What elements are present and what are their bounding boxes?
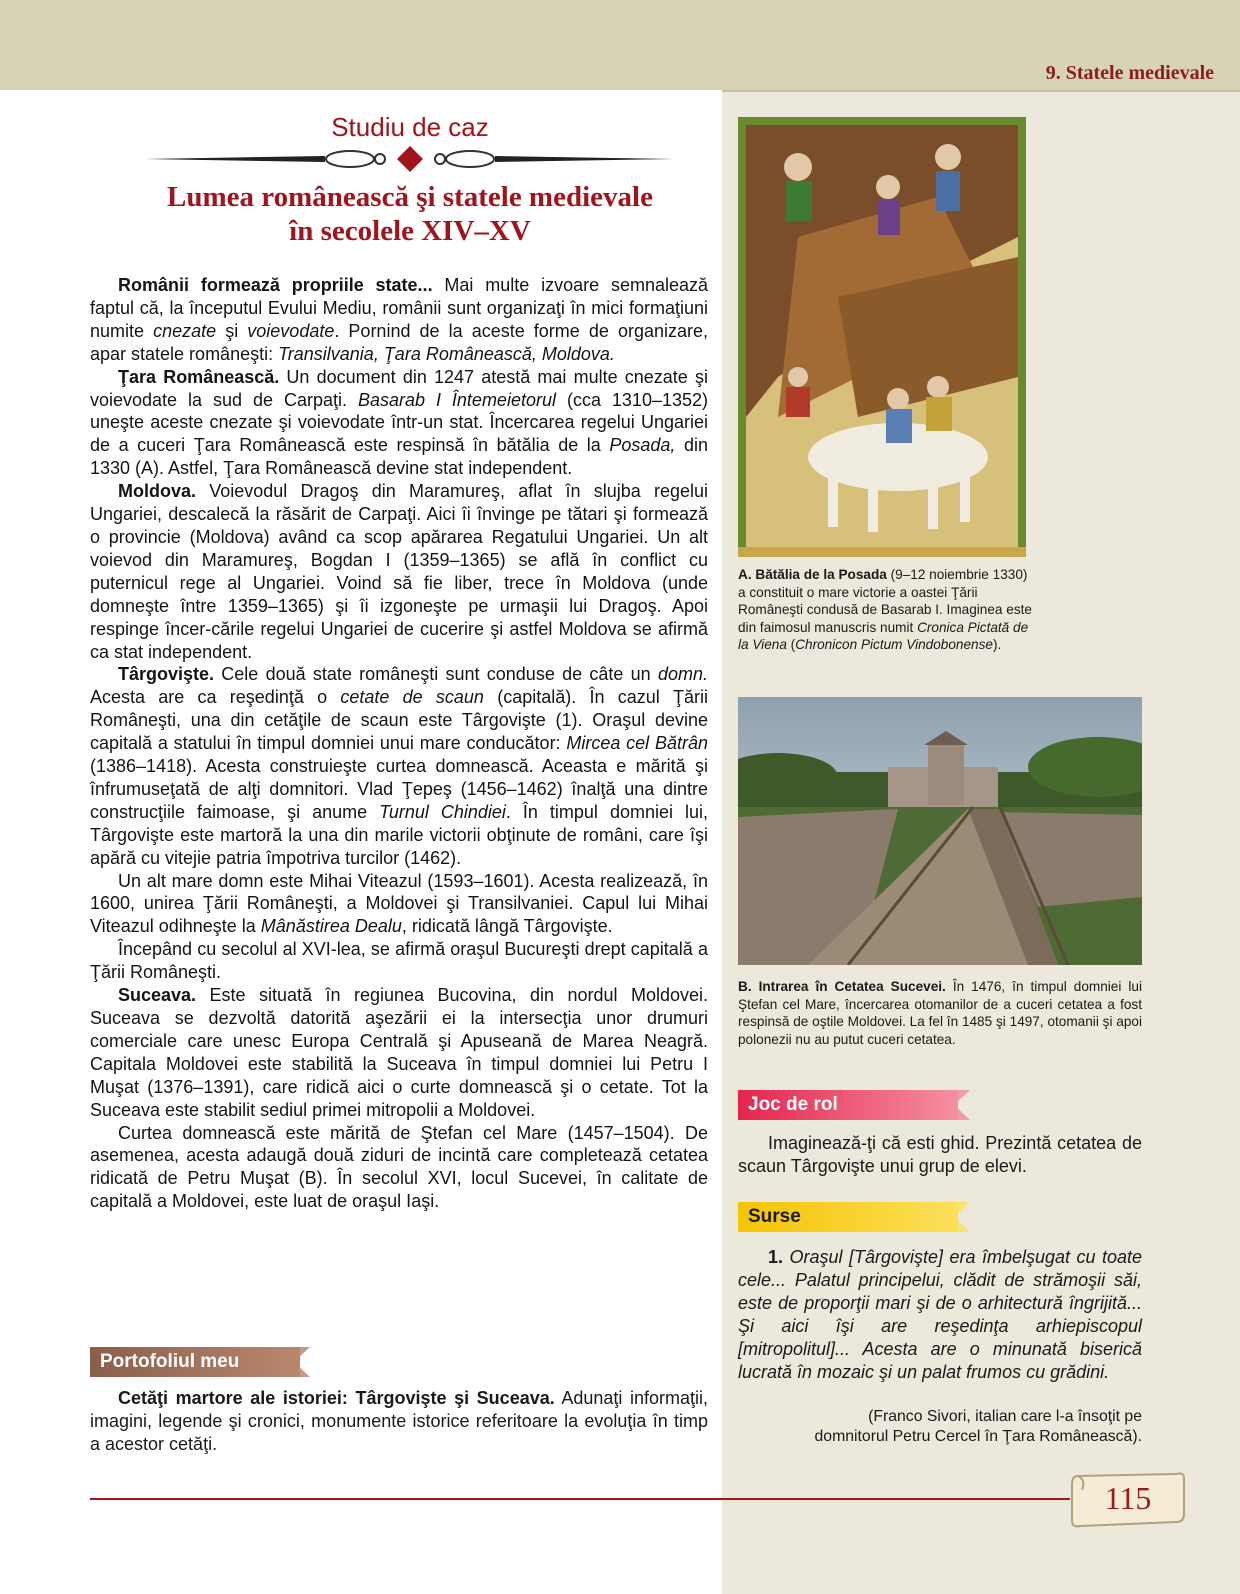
emphasis: Mânăstirea Dealu [260,916,402,937]
paragraph: Începând cu secolul al XVI-lea, se afirmă oraşul Bucureşti drept capitală a Ţării Româneşti. [90,939,708,983]
paragraph-heading: Suceava. [118,985,197,1006]
text: Oraşul [Târgovişte] era îmbelşugat cu toate cele... Palatul principelui, clădit de strămoşii săi, este de proporţii mari şi de o arhitectură îngrijită... Şi aici îşi are reşedinţa arhiepiscopul [mitropolitul]... Acesta are o minunată biserică lucrată în mozaic şi un palat frumos cu grădini. [738,1247,1142,1382]
paragraph [90,366,708,481]
author-line: domnitorul Petru Cercel în Ţara Românească). [814,1428,1142,1445]
text: . Pornind de la aceste forme de organizare, apar statele româneşti: [90,320,708,364]
text: Adunaţi informaţii, imagini, legende şi cronici, monumente istorice referitoare la evoluţia în timp a acestor cetăţi. [90,1388,708,1454]
title-line-1: Lumea românească şi statele medievale [167,181,653,213]
text: Cele două state româneşti sunt conduse de câte un [214,664,658,685]
paragraph-heading: Ţara Românească. [118,366,280,387]
text: Este situată în regiunea Bucovina, din nordul Moldovei. Suceava se dezvoltă datorită aşezării ei la intersecţia unor drumuri comerciale care unesc Europa Centrală şi Apuseană de Marea Neagră. Capitala Moldovei este stabilită la Suceava în timpul domniei lui Petru I Muşat (1376–1391), care ridică aici o curte domnească şi o cetate. Tot la Suceava este stabilit sediul primei mitropolii a Moldovei. [90,985,708,1120]
ornament-divider-icon [145,144,675,174]
text: ( [786,637,796,653]
role-play-label: Joc de rol [738,1090,958,1120]
title-line-2: în secolele XIV–XV [289,215,531,247]
author-line: (Franco Sivori, italian care l-a însoţit pe [868,1408,1142,1425]
paragraph [90,1387,708,1456]
emphasis: Chronicon Pictum Vindobonense [795,637,993,653]
text: Un document din 1247 atestă mai multe cnezate şi voievodate la sud de Carpaţi. [90,366,708,410]
sources-label: Surse [738,1202,958,1232]
role-play-banner [738,1090,958,1120]
portfolio-label: Portofoliul meu [90,1347,300,1377]
page-title [120,180,700,248]
battle-of-posada-image [738,117,1026,557]
paragraph [90,274,708,366]
text: , ridicată lângă Târgovişte. [401,916,613,937]
paragraph: Imaginează-ţi că esti ghid. Prezintă cetatea de scaun Târgovişte unui grup de elevi. [738,1133,1142,1176]
paragraph-heading: Cetăţi martore ale istoriei: Târgovişte şi Suceava. [118,1388,555,1408]
paragraph: Curtea domnească este mărită de Ştefan cel Mare (1457–1504). De asemenea, acesta adaugă două ziduri de incintă care completează cetatea ridicată de Petru Muşat (B). În secolul XVI, locul Sucevei, în calitate de capitală a Moldovei, este luat de oraşul Iaşi. [90,1122,708,1212]
text: din 1330 (A). Astfel, Ţara Românească devine stat independent. [90,435,708,479]
paragraph [90,984,708,1121]
text: (1386–1418). Acesta construieşte curtea domnească. Aceasta e mărită şi înfrumuseţată de alţi domnitori. Vlad Ţepeş (1456–1462) înalţă una dintre construcţiile faimoase, şi anume [90,756,708,822]
role-play-text [738,1132,1142,1178]
footer-divider [90,1498,1070,1500]
text: ). [992,637,1002,653]
emphasis: Mircea cel Bătrân [566,733,708,754]
source-number: 1. [768,1247,784,1267]
paragraph [90,480,708,663]
sources-banner [738,1202,958,1232]
emphasis: Transilvania, Ţara Românească, Moldova. [278,343,615,364]
emphasis: Turnul Chindiei [379,801,506,822]
chapter-title: 9. Statele medievale [1045,62,1214,84]
emphasis: domn. [657,664,708,685]
emphasis: cetate de scaun [340,687,484,708]
portfolio-text [90,1387,708,1456]
text: . În timpul domniei lui, Târgovişte este martoră la una din marile victorii obţinute de români, care îşi apără cu vitejie patria împotriva turcilor (1462). [90,801,708,868]
case-study-label: Studiu de caz [331,112,489,142]
caption-title: B. Intrarea în Cetatea Sucevei. [738,979,946,994]
paragraph-heading: Moldova. [118,481,197,502]
text: (9–12 noiembrie 1330) a constituit o mare victorie a oastei Ţării Româneşti condusă de Basarab I. Imaginea este din faimosul manuscris numit [738,567,1032,635]
paragraph [90,663,708,869]
text: (cca 1310–1352) uneşte aceste cnezate şi voievodate într-un stat. Încercarea regelui Ungariei de a cuceri Ţara Românească este respinsă în bătălia de la [90,389,708,456]
emphasis: Basarab I Întemeietorul [357,389,556,410]
page-number: 115 [1104,1480,1152,1516]
caption-title: A. Bătălia de la Posada [738,567,887,582]
text: Un alt mare domn este Mihai Viteazul (1593–1601). Acesta realizează, în 1600, unirea Ţării Româneşti, a Moldovei şi Transilvaniei. Capul lui Mihai Viteazul odihneşte la [90,870,708,937]
emphasis: Cronica Pictată de la Viena [738,619,1029,653]
paragraph [738,1246,1142,1383]
source-quote [738,1246,1142,1383]
text: Mai multe izvoare semnalează faptul că, la începutul Evului Mediu, românii sunt organizaţi în mici formaţiuni numite [90,275,709,341]
text: Voievodul Dragoş din Maramureş, aflat în slujba regelui Ungariei, descalecă la răsărit de Carpaţi. Aici îi învinge pe tătari şi formează o provincie (Moldova) având ca scop apărarea Regatului Ungariei. Un alt voievod din Maramureş, Bogdan I (1359–1365) se află în conflict cu puternicul rege al Ungariei. Voind să fie liber, trece în Moldova (unde domneşte între 1359–1365) şi îi izgoneşte pe urmaşii lui Dragoş. Apoi respinge încer-cările regelui Ungariei de cucerire şi astfel Moldova se afirmă ca stat independent. [90,481,708,662]
text: (capitală). În cazul Ţării Româneşti, una din cetăţile de scaun este Târgovişte (1). Oraşul devine capitală a statului în timpul domniei unui mare conducător: [90,687,709,754]
suceava-fortress-image [738,697,1142,965]
source-author [738,1407,1142,1447]
paragraph-heading: Târgovişte. [118,664,215,685]
portfolio-banner [90,1347,300,1377]
paragraph-heading: Românii formează propriile state... [118,275,433,295]
paragraph [90,870,708,939]
header-divider [722,90,1240,92]
figure-b-caption [738,978,1142,1048]
text: În 1476, în timpul domniei lui Ştefan cel Mare, încercarea otomanilor de a cuceri cetatea a fost respinsă de oştile Moldovei. La fel în 1485 şi 1497, otomanii şi apoi polonezii nu au putut cuceri cetatea. [738,979,1142,1047]
emphasis: cnezate [153,320,217,341]
text: Acesta are ca reşedinţă o [90,687,341,708]
text: şi [216,320,248,341]
emphasis: Posada, [609,435,676,456]
main-text [90,274,708,1213]
emphasis: voievodate [247,320,335,341]
figure-a-caption [738,566,1038,654]
